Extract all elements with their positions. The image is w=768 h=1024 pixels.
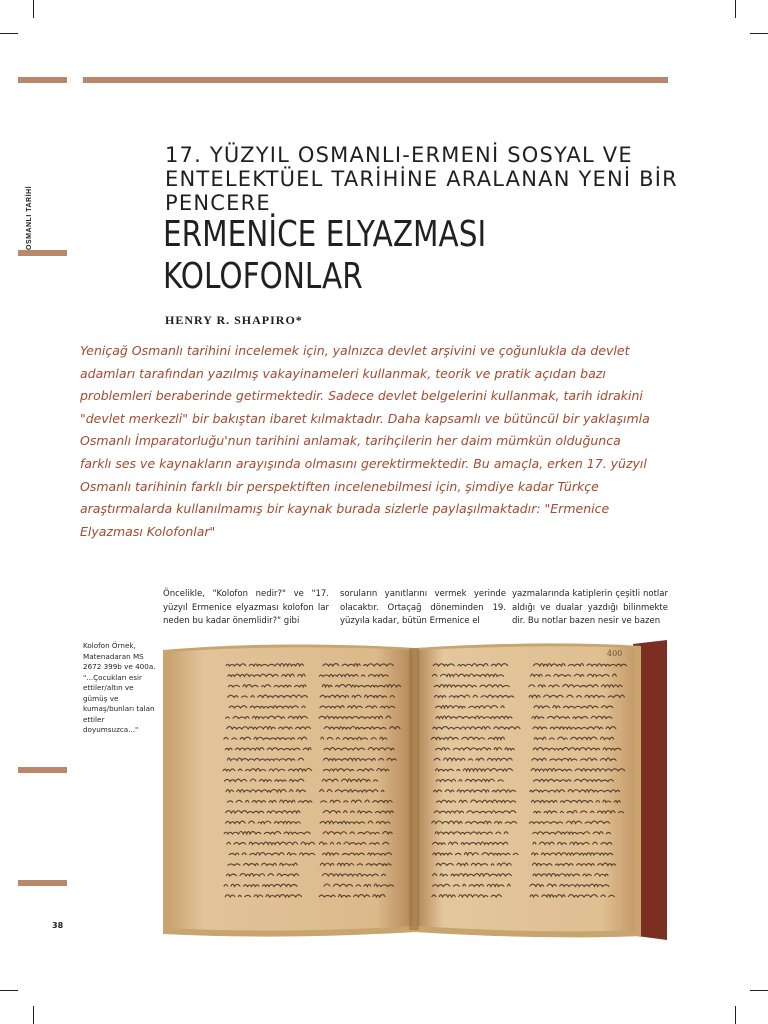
subtitle: 17. YÜZYIL OSMANLI-ERMENİ SOSYAL VE ENTELEKTÜEL TARİHİNE ARALANAN YENİ BİR PENCERE (165, 143, 678, 215)
crop-mark (33, 0, 34, 18)
crop-mark (0, 33, 18, 34)
page-number: 38 (52, 921, 64, 930)
crop-mark (0, 990, 18, 991)
crop-mark (750, 33, 768, 34)
side-bar (18, 250, 67, 256)
top-bar-right (83, 77, 668, 83)
author: HENRY R. SHAPIRO* (165, 313, 303, 327)
title-line-1: ERMENİCE ELYAZMASI (163, 214, 487, 255)
image-caption: Kolofon Örnek, Matenadaran MS 2672 399b ve 400a. "...Çocukları esir ettiler/altın ve gümüş ve kumaş/bunları talan ettiler doyumsuzca..." (83, 641, 156, 734)
side-bar (18, 767, 67, 773)
crop-mark (735, 1006, 736, 1024)
right-page (417, 646, 635, 931)
folio-number: 400 (607, 649, 623, 658)
manuscript-image (163, 640, 667, 940)
body-column-2: soruların yanıtlarını vermek yerinde olacaktır. Ortaçağ döneminden 19. yüzyıla kadar, bütün Ermenice el (340, 589, 506, 626)
crop-mark (750, 990, 768, 991)
crop-mark (735, 0, 736, 18)
top-bar-left (18, 77, 67, 83)
body-column-1: Öncelikle, "Kolofon nedir?" ve "17. yüzyıl Ermenice elyazması kolofon lar neden bu kadar önemlidir?" gibi (163, 589, 329, 626)
body-column-3: yazmalarında katiplerin çeşitli notlar aldığı ve dualar yazdığı bilinmekte dir. Bu notlar bazen nesir ve bazen (512, 589, 668, 626)
section-label: OSMANLI TARİHİ (26, 185, 33, 250)
side-bar (18, 880, 67, 886)
page-title (163, 214, 589, 298)
crop-mark (33, 1006, 34, 1024)
intro-paragraph: Yeniçağ Osmanlı tarihini incelemek için, yalnızca devlet arşivini ve çoğunlukla da devlet adamları tarafından yazılmış vakayinameleri kullanmak, teorik ve pratik açıdan bazı problemleri beraberinde getirmektedir. Sadece devlet belgelerini kullanmak, tarih idrakini "devlet merkezli" bir bakıştan ibaret kılmaktadır. Daha kapsamlı ve bütüncül bir yaklaşımla Osmanlı İmparatorluğu'nun tarihini anlamak, tarihçilerin her daim mümkün olduğunca farklı ses ve kaynakların arayışında olmasını gerektirmektedir. Bu amaçla, erken 17. yüzyıl Osmanlı tarihinin farklı bir perspektiften incelenebilmesi için, şimdiye kadar Türkçe araştırmalarda kullanılmamış bir kaynak burada sizlerle paylaşılmaktadır: "Ermenice Elyazması Kolofonlar" (80, 343, 650, 539)
left-page (167, 647, 413, 930)
title-line-2: KOLOFONLAR (163, 256, 363, 297)
